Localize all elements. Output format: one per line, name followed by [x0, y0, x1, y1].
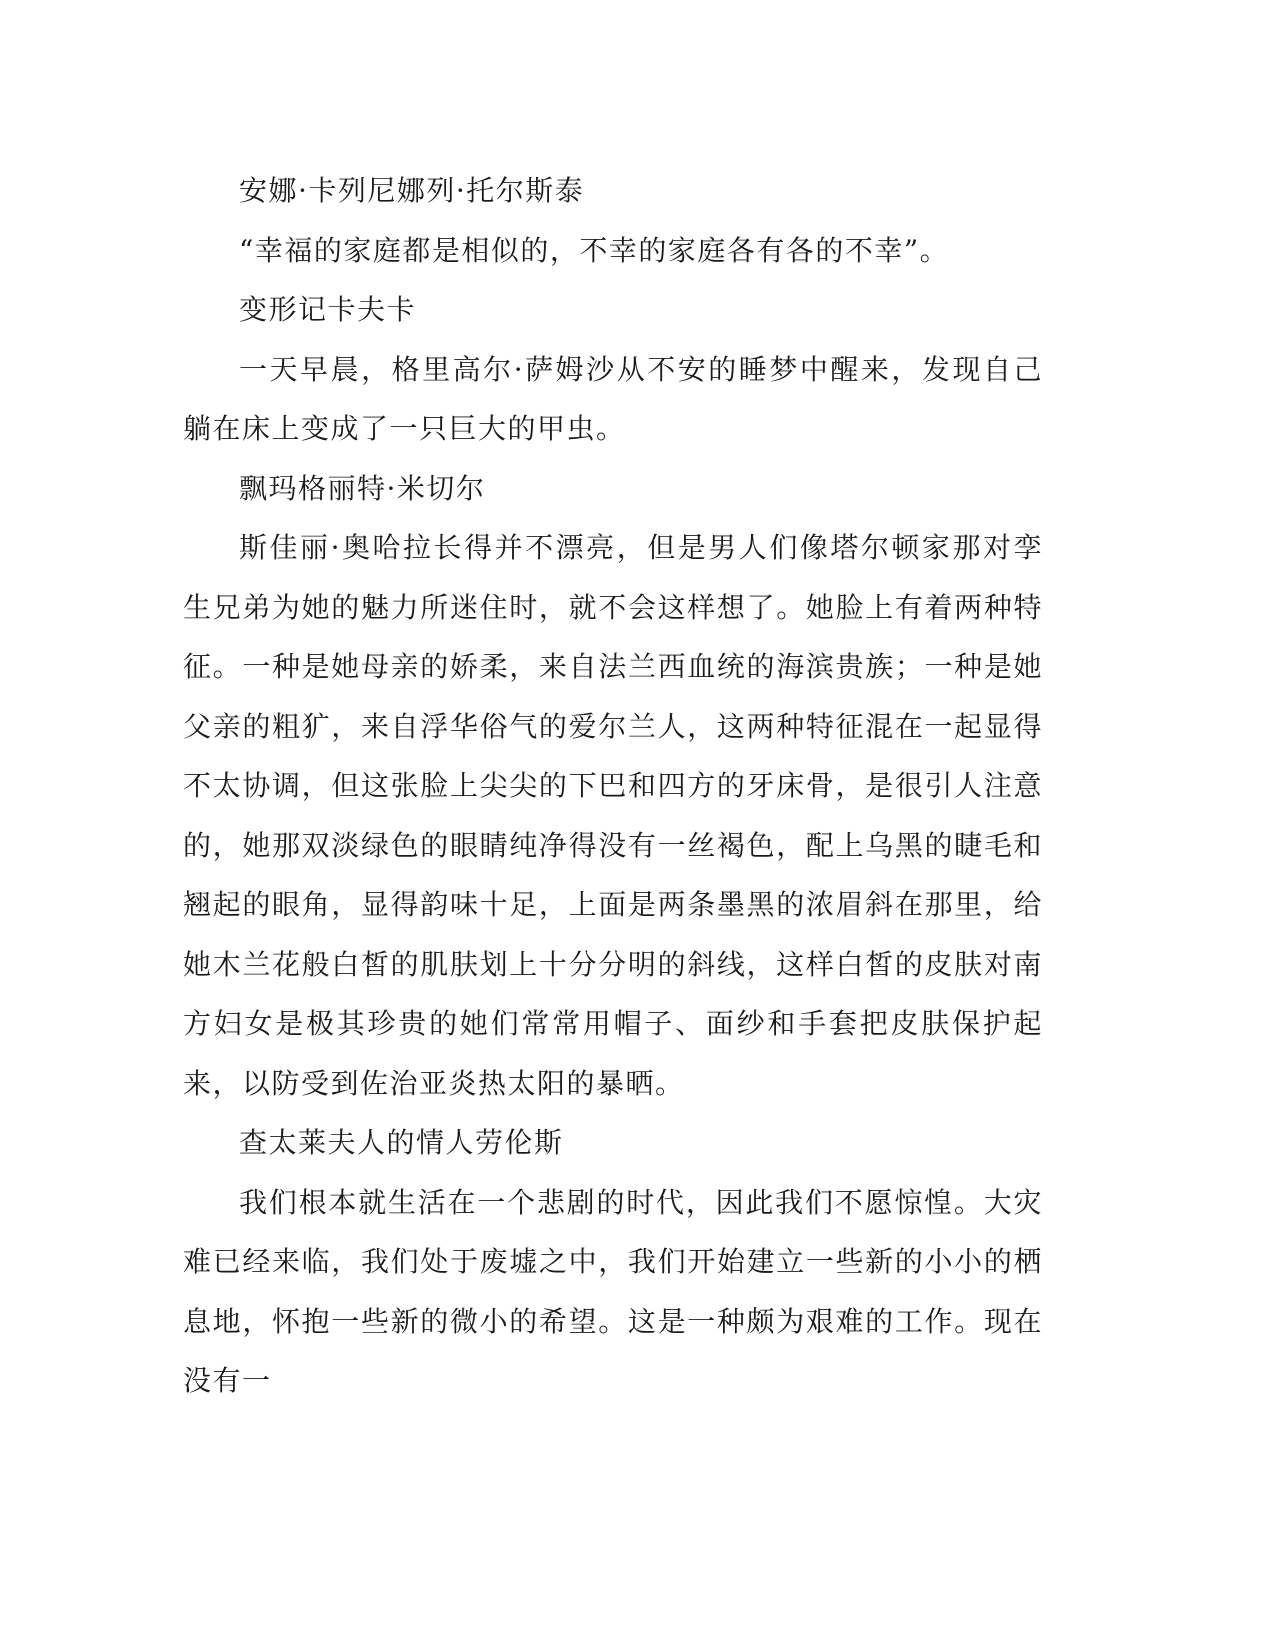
paragraph-metamorphosis-quote: 一天早晨，格里高尔·萨姆沙从不安的睡梦中醒来，发现自己躺在床上变成了一只巨大的甲虫。 [183, 352, 1043, 445]
paragraph-anna-karenina-quote: “幸福的家庭都是相似的，不幸的家庭各有各的不幸”。 [239, 233, 950, 267]
paragraph-book-title-lady-chatterley: 查太莱夫人的情人劳伦斯 [239, 1126, 564, 1159]
paragraph-lady-chatterley-quote: 我们根本就生活在一个悲剧的时代，因此我们不愿惊惶。大灾难已经来临，我们处于废墟之中，我们开始建立一些新的小小的栖息地，怀抱一些新的微小的希望。这是一种颇为艰难的工作。现在没有一 [183, 1185, 1043, 1397]
document-body [183, 161, 1043, 1411]
paragraph-book-title-anna-karenina: 安娜·卡列尼娜列·托尔斯泰 [239, 174, 585, 207]
paragraph-book-title-gone-with-the-wind: 飘玛格丽特·米切尔 [239, 471, 486, 505]
paragraph-book-title-metamorphosis: 变形记卡夫卡 [239, 293, 417, 326]
paragraph-gone-with-the-wind-quote: 斯佳丽·奥哈拉长得并不漂亮，但是男人们像塔尔顿家那对孪生兄弟为她的魅力所迷住时，就不会这样想了。她脸上有着两种特征。一种是她母亲的娇柔，来自法兰西血统的海滨贵族；一种是她父亲的粗犷，来自浮华俗气的爱尔兰人，这两种特征混在一起显得不太协调，但这张脸上尖尖的下巴和四方的牙床骨，是很引人注意的，她那双淡绿色的眼睛纯净得没有一丝褐色，配上乌黑的睫毛和翘起的眼角，显得韵味十足，上面是两条墨黑的浓眉斜在那里，给她木兰花般白皙的肌肤划上十分分明的斜线，这样白皙的皮肤对南方妇女是极其珍贵的她们常常用帽子、面纱和手套把皮肤保护起来，以防受到佐治亚炎热太阳的暴晒。 [183, 531, 1043, 1100]
